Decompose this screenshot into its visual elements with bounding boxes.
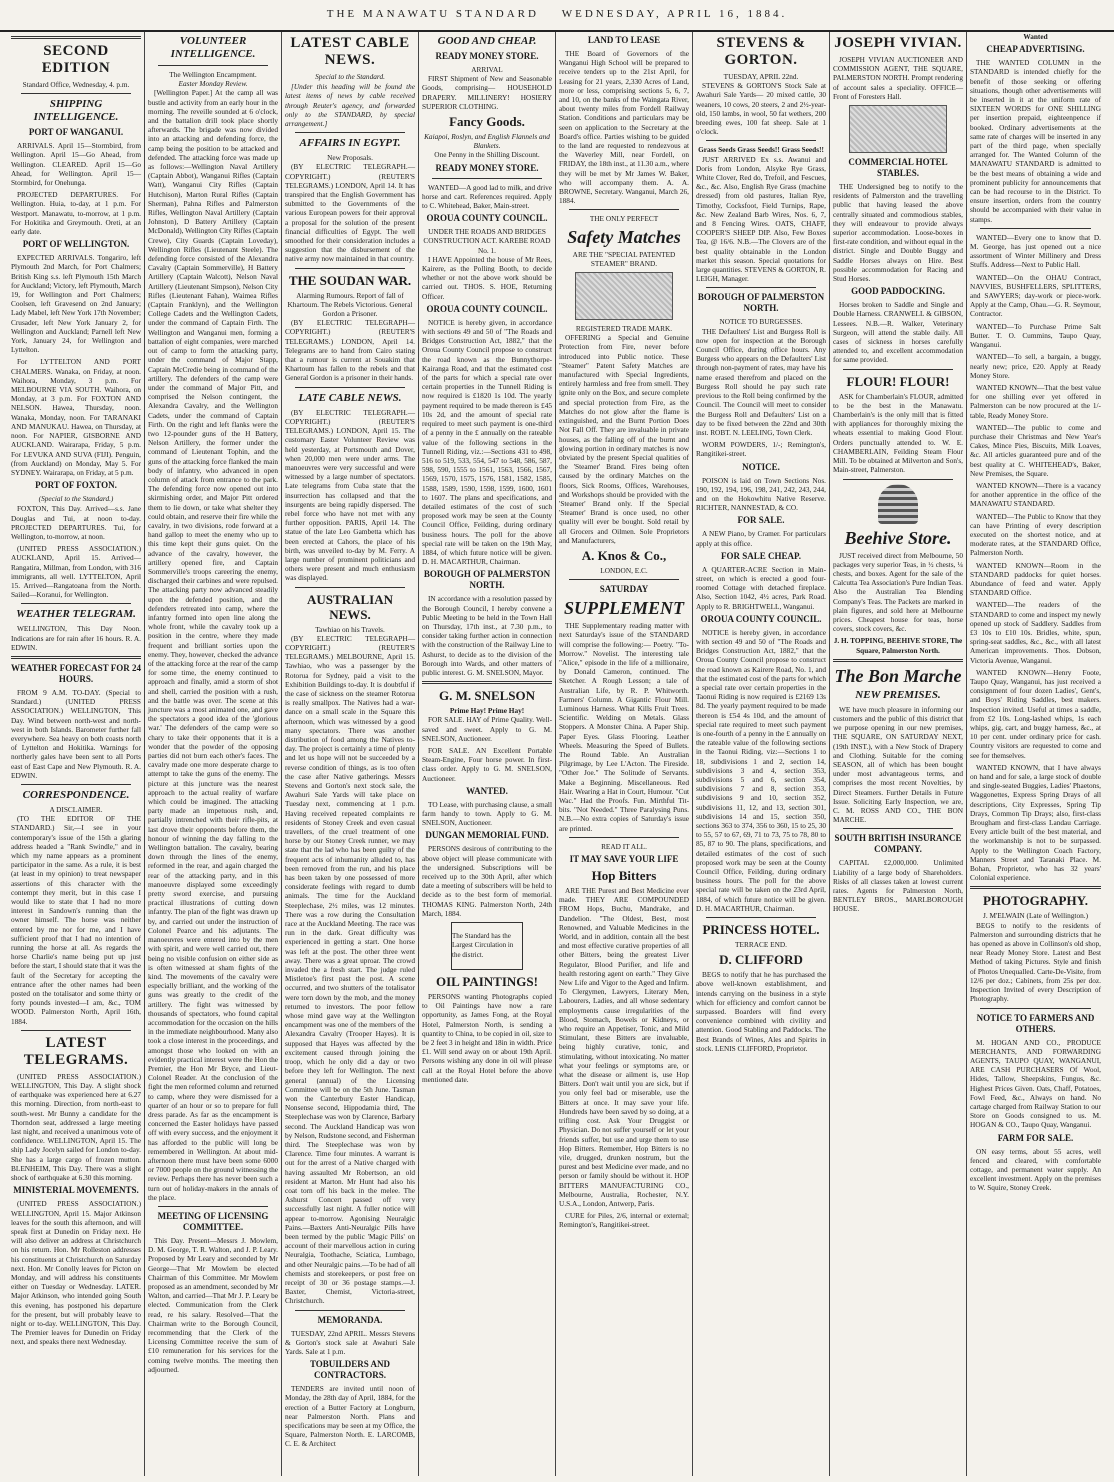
masthead <box>0 0 1114 32</box>
oroua2-text: NOTICE is hereby given, in accordance with sections 49 and 50 of "The Roads and Bridges Construction Act, 1882," that the Oroua County Council propose to construct the road known as the Bunnythorpe-Kairanga Road, and that the estimated cost of the parts for which a special rate over certain properties in the Tunnell Riding is now required is £1820 1s 10d. The yearly payment required to be made thereon is £45 10s 2d, and the amount of special rate required to meet such payment is one-third of a penny in the £ annually on the rateable value of the following sections in the Tunnell Riding, viz.:—Sections 431 to 498, 516 to 519, 533, 554, 547 to 548, 586, 587, 598, 590, 1555 to 1561, 1563, 1566, 1567, 1569, 1570, 1575, 1576, 1581, 1582, 1585, 1588, 1589, 1590, 1598, 1599, 1600, 1601 to 1607. The plans and specifications, and detailed estimates of the cost of such proposed work may be seen at the County Council Office, Feilding, during ordinary business hours. The poll for the above special rate will be taken on the 19th May, 1884, of which future notice will be given. D. H. MACARTHUR, Chairman. <box>422 317 552 567</box>
kaiapoi-line: Kaiapoi, Roslyn, and English Flannels and Blankets. <box>424 132 550 151</box>
worm-powders: WORM POWDERS, 1/-; Remington's, Rangitikei-street. <box>696 440 826 459</box>
piano-text: A NEW Piano, by Cramer. For particulars apply at this office. <box>696 529 826 548</box>
second-edition-heading: SECOND EDITION <box>41 43 111 76</box>
cheap-advertising-text: THE WANTED COLUMN in the STANDARD is intended chiefly for the benefit of those seeking or offering situations, though other advertisements will be inserted in it at the uniform rate of SIXTEEN WORDS for ONE SHILLING per insertion prepaid, eighteenpence if booked. Ordinary advertisements at the same rate of charges will be inserted in any part of the third page, when specially arranged for. The Wanted Column of the MANAWATU STANDARD is admitted to be the best means of obtaining a wide and prominent publicity for announcements that can be had recourse to in the District. To ensure insertion, orders from the country should be accompanied with their value in stamps. <box>970 58 1101 224</box>
clifford-heading: D. CLIFFORD <box>719 952 803 968</box>
farm-sale-text: ON easy terms, about 55 acres, well fenced and cleared, with comfortable cottage, and permanent water supply. An excellent investment. Apply on the premises to W. Squire, Stoney Creek. <box>970 1146 1101 1193</box>
steamer-ship-illustration <box>575 272 673 320</box>
stevens-gorton-heading: STEVENS & GORTON. <box>716 35 806 68</box>
poison-notice: POISON is laid on Town Sections Nos. 190, 192, 194, 196, 198, 241, 242, 243, 244, and on the Hokowhitu Native Reserve. RICHTER, NANNESTAD, & CO. <box>696 475 826 513</box>
for-sale-cheap-heading: FOR SALE CHEAP. <box>721 550 801 561</box>
disclaimer-text: (TO THE EDITOR OF THE STANDARD.) Sir,—I see in your contemporary's issue of the 15th a glaring address headed a "Rank Swindle," and in which my name appears as a prominent participator in the same. As a rule, it is best (at least in my opinion) to treat newspaper assertions of this character with the contempt they merit, but in this case I would like to state that I had no more interest in Sandown's running than the owner himself. The horse was neither entered by me nor for me, and I have sufficient proof that I had no intention of running the horse at all. As regards the horse Charlie's name being put up just before the start, I should state that it was the fault of the Secretary for accepting the entrance after the other names had been posted on the totalisator and some thirty or forty pounds invested—I am, &c., TOM WOOD. Palmerston North, April 16th, 1884. <box>11 814 141 1026</box>
saturday-heading: SATURDAY <box>599 584 649 595</box>
volunteer-heading: VOLUNTEER INTELLIGENCE. <box>170 35 256 60</box>
dungan-heading: DUNGAN MEMORIAL FUND. <box>425 830 549 841</box>
bpn-heading: BOROUGH OF PALMERSTON NORTH. <box>697 292 825 314</box>
south-british-heading: SOUTH BRITISH INSURANCE COMPANY. <box>834 833 962 855</box>
save-life-heading: IT MAY SAVE YOUR LIFE <box>569 854 679 865</box>
wanted-1: WANTED—Every one to know that D. M. George, has just opened out a nice assortment of Winter Millinery and Dress Stuffs. Address—Next to Public Hall. <box>970 232 1101 270</box>
occ-text: NOTICE is hereby given, in accordance with section 49 and 50 of "The Roads and Bridges Construction Act, 1882," that the Oroua County Council propose to construct the road known as Kairere Road, No. 1, and that the estimated cost of the parts for which a special rate over certain properties in the Taonui Riding is now required is £2169 13s 8d. The yearly payment required to be made thereon is £54 4s 10d, and the amount of special rate required to meet such payment is one-fourth of a penny in the £ annually on the rateable value of the following sections in the Taonui Riding, viz:—Sections 1 to 18, subdivisions 1 and 2, section 14, subdivisions 3 and 4, section 353, subdivisions 5 and 6, section 354, subdivisions 7 and 8, section 353, subdivisions 9 and 10, section 352, subdivisions 11, 12, and 13, section 301, subdivisions 14 and 15, section 350, sections 363 to 374, 356 to 360, 15 to 25, 30 to 55, 57 to 67, 69, 71 to 73, 75 to 78, 80 to 85, 87 to 90. The plans, specifications, and detailed estimates of the cost of such proposed work may be seen at the County Council Office, Feilding, during ordinary business hours. The poll for the above special rate will be taken on the 23rd April, 1884, of which future notice will be given. D. H. MACARTHUR, Chairman. <box>696 627 826 913</box>
beehive-text: JUST received direct from Melbourne, 50 packages very superior Teas, in ½ chests, ¼ chests, and boxes. Agent for the sale of the Calcutta Tea Association's Pure Indian Teas. Also the Australian Tea Blending Company's Teas. The Packets are marked in plain figures, and sold here at Melbourne prices. Cheapest house for teas, horse covers, stock covers, &c. <box>833 550 963 634</box>
special-line: (Special to the Standard.) <box>38 494 114 504</box>
commercial-hotel-heading: COMMERCIAL HOTEL STABLES. <box>848 157 948 179</box>
builders-text: TENDERS are invited until noon of Monday, the 28th day of April, 1884, for the erection of a Butter Factory at Longburn, near Palmerston North. Plans and specifications may be seen at my Office, the Square, Palmerston North. E. LARCOMB, C. E. & Architect <box>285 1384 415 1449</box>
hogan-text: M. HOGAN AND CO., PRODUCE MERCHANTS, AND FORWARDING AGENTS, TAUPO QUAY, WANGANUI, ARE CASH PURCHASERS Of Wool, Hides, Tallow, Sheepskins, Fungus, &c. Highest Prices Given. Oats, Chaff, Potatoes, Fowl Feed, &c., Always on hand. No cartage charged from Railway Station to our Store on Goods consigned to us. M. HOGAN & CO., Taupo Quay, Wanganui. <box>970 1037 1101 1130</box>
arrival-label: ARRIVAL <box>471 65 503 74</box>
oil-paintings-text: PERSONS wanting Photographs copied to Oil Paintings have now a rare opportunity, as James Fong, at the Royal Hotel, Palmerston North, is sending a quantity to China, to be copied in oil, size to be 2 feet 3 in height and 18in in width. Price £1. Will send away on or about 19th April. Persons wishing any done in oil will please call at the Royal Hotel before the above mentioned date. <box>422 992 552 1084</box>
column-2 <box>145 32 282 1476</box>
only-perfect: THE ONLY PERFECT <box>589 214 659 224</box>
farm-sale-heading: FARM FOR SALE. <box>997 1132 1074 1143</box>
port-wanganui: PORT OF WANGANUI. <box>28 127 124 138</box>
oroua2-heading: OROUA COUNTY COUNCIL. <box>426 303 548 314</box>
wanted-10: WANTED—The readers of the STANDARD to come and inspect my newly opened up stock of Saddlery. Saddles from £3 10s to £10 10s. Bridles, white, spun, spring-seat saddles, &c., &c., with all latest American improvements. Thos. Dobson, Victoria Avenue, Wanganui. <box>970 600 1101 665</box>
prime-hay-heading: Prime Hay! Prime Hay! <box>449 706 525 716</box>
shipping-heading: SHIPPING INTELLIGENCE. <box>33 98 119 124</box>
wanted-3: WANTED—To Purchase Prime Salt Butter. T. O. Cummins, Taupo Quay, Wanganui. <box>970 321 1101 350</box>
builders-heading: TOBUILDERS AND CONTRACTORS. <box>309 1359 391 1381</box>
topping-sign: J. H. TOPPING, BEEHIVE STORE, The Square, Palmerston North. <box>833 636 963 655</box>
ready-money-heading: READY MONEY STORE. <box>435 51 539 61</box>
safety-matches-heading: Safety Matches <box>567 226 681 247</box>
burgesses-text: THE Defaulters' List and Burgess Roll is now open for inspection at the Borough Council Office, during office hours. Any Burgess who appears on the Defaulters' List through non-payment of rates, may have his name erased therefrom and placed on the Burgess Roll should he pay such rate previous to the Roll being confirmed by the Council. The Council will meet to consider the Burgess Roll and Defaulters' List on a day to be fixed between the 22nd and 30th inst. ROBT. N. LEELING, Town Clerk. <box>696 326 826 437</box>
circulation-text: The Standard has the Largest Circulation in the district. <box>452 932 514 959</box>
supplement-heading: SUPPLEMENT <box>563 598 684 619</box>
weather-text: WELLINGTON, This Day Noon. Indications are for rain after 16 hours. R. A. EDWIN. <box>11 624 141 652</box>
late-cable-heading: LATE CABLE NEWS. <box>298 391 402 404</box>
latest-text: (UNITED PRESS ASSOCIATION.) WELLINGTON, This Day. A slight shock of earthquake was experienced here at 6.27 this morning. Direction, from north-east to south-west. Mr Bunny a candidate for the Thorndon seat, addressed a large meeting last night, and received a unanimous vote of confidence. WELLINGTON, April 15. The ship Lady Jocelyn sailed for London to-day. She has a large cargo of frozen mutton. BLENHEIM, This Day. There was a slight shock of earthquake at 6.30 this morning. <box>11 1071 141 1183</box>
licensing-heading: MEETING OF LICENSING COMMITTEE. <box>157 1210 269 1232</box>
beehive-icon <box>878 484 918 524</box>
column-6 <box>693 32 830 1476</box>
cheap-section-text: A QUARTER-ACRE Section in Main-street, on which is erected a good four-roomed Cottage with detached fireplace. Also, Section 1042, 4½ acres, Park Road. Apply to R. BRIGHTWELL, Wanganui. <box>696 564 826 611</box>
arrivals-text: ARRIVALS. April 15—Stormbird, from Wellington. April 15—Go Ahead, from Wellington. CLEARED. April 15—Go Ahead, for Wellington. April 15—Stormbird, for Onehunga. <box>11 141 141 188</box>
occ-heading: OROUA COUNTY COUNCIL. <box>700 613 822 624</box>
joseph-vivian-text: JOSEPH VIVIAN AUCTIONEER AND COMMISSION AGENT, THE SQUARE, PALMERSTON NORTH. Prompt rendering of account sales a speciality. OFFICE—Front of Foresters Hall. <box>833 55 963 101</box>
correspondence-heading: CORRESPONDENCE. <box>22 788 130 801</box>
supplement-text: THE Supplementary reading matter with next Saturday's issue of the STANDARD will comprise the following:— Poetry. "To-Morrow." Novelist. The interesting tale "Alice," episode in the life of a millionaire, by Donald Cameron, continued. The Sketcher. A Rough Lesson; a tale of Australian Life, by R. P. Whitworth. Farmers' Column. A Gigantic Flour Mill. Luminous Harness. What Kills Fruit Trees. Scientific. Welding on Metals. Glass Stoppers. A Monster China. A Paper Ship. Paper Eyes. Glass Flooring. Leather Wheels. Measuring the Speed of Bullets. The Round Table. An Australian Pilgrimage, by Lee L'Acton. The Fireside. "Other Joe." The Solitude of Servants. Make a Beginning. Miscellaneous. Red Hair. Wearing a Hat in Court, Humour. "Cut Wac." Had the Proofs. Fun. Mirthful Tit-bits. "Not Needed." Three Paralysing Puns. N.B.—No extra copies of Saturday's issue are printed. <box>559 621 689 833</box>
first-shipment-text: FIRST Shipment of New and Seasonable Goods, comprising— HOUSEHOLD DRAPERY. MILLINERY! HOSIERY SUPERIOR CLOTHING. <box>422 74 552 111</box>
foxton-text: FOXTON, This Day. Arrived—s.s. Jane Douglas and Tui, at noon to-day. PROJECTED DEPARTURES. Tui, for Wellington, to-morrow, at noon. <box>11 504 141 541</box>
steamer-brand: ARE THE "SPECIAL PATENTED STEAMER" BRAND. <box>572 249 676 268</box>
wanted2-text: TO Lease, with purchasing clause, a small farm handy to town. Apply to G. M. SNELSON, Auctioneer. <box>422 799 552 828</box>
knos-name: A. Knos & Co., <box>581 547 667 563</box>
masthead-date: WEDNESDAY, APRIL 16, 1884. <box>561 8 788 20</box>
just-arrived-text: JUST ARRIVED Ex s.s. Awanui and Doris from London, Alsyke Rye Grass, White Clover, Red do, Trefoil, and Fescues, &c., &c. Also, English Rye Grass (machine dressed) from old pastures, Italian Rye, Timothy, Cocksfoot, Field Turnips, Rape, &c. New Zealand Barb Wires, Nos. 6, 7, and 8 Fencing Wires. OATS, CHAFF, COOPER'S SHEEP DIP. Also, Few Boxes Tea, @ 16/6. N.B.—The Clovers are of the best quality obtainable in the London market this season. Special quotations for large quantities. STEVENS & GORTON, R. LEIGH, Manager. <box>696 154 826 284</box>
wanted-9: WANTED KNOWN—Room in the STANDARD paddocks for quiet horses. Abundance of feed and water. Apply STANDARD Office. <box>970 560 1101 598</box>
for-sale-heading: FOR SALE. <box>737 515 785 526</box>
licensing-text: This Day. Present—Messrs J. Mowlem, D. M. George, T. R. Walton, and J. P. Leary. Proposed by Mr Leary and seconded by Mr George—That Mr Mowlem be elected Chairman of this Committee. Mr Mowlem proposed as an amendment, seconded by Mr Walton, and carried—That Mr J. P. Leary be elected. Communication from the Clerk read, re his salary. Resolved—That the Chairman write to the Borough Council, recommending that the Clerk of the Licensing Committee receive the sum of £10 remuneration for his services for the coming twelve months. The meeting then adjourned. <box>148 1235 278 1374</box>
coach-illustration <box>849 105 947 153</box>
land-lease-text: THE Board of Governors of the Wanganui High School will be prepared to receive tenders up to the 21st April, for Leasing for 21 years, 2,330 Acres of Land, more or less, comprising sections 5, 6, 7, and 10, on the banks of the Waingata River, about twenty miles from Fordell Railway Station. Conditions and particulars may be seen on application to the Secretary at the Board's office. Parties wishing to be guided to the land are requested to rendezvous at the Waverley Mill, near Fordell, on FRIDAY, the 18th inst., at 11.30 a.m., where they will be met by Mr James W. Baker, who will accompany them. A. A. BROWNE, Secretary. Wanganui, March 26, 1884. <box>559 49 689 206</box>
oroua-text: I HAVE Appointed the house of Mr Rees, Kairere, as the Polling Booth, to decide whether or not the above work should be carried out. THOS. S. HOE, Returning Officer. <box>422 254 552 301</box>
grass-seeds-heading: Grass Seeds Grass Seeds!! Grass Seeds!! <box>698 145 824 155</box>
egypt-sub: New Proposals. <box>327 153 373 163</box>
forecast-heading: WEATHER FORECAST FOR 24 HOURS. <box>11 662 141 684</box>
port-wellington: PORT OF WELLINGTON. <box>22 239 130 250</box>
trade-mark: REGISTERED TRADE MARK. <box>575 324 673 334</box>
projected-text: PROJECTED DEPARTURES. For Wellington. Huia, to-day, at 1 p.m. For Westport. Manawatu, to-morrow, at 1 p.m. For Hokitika and Greymouth. Oreti, at an early date. <box>11 190 141 237</box>
wanted2-heading: WANTED. <box>466 785 508 796</box>
column-4 <box>419 32 556 1476</box>
wanted-11: WANTED KNOWN—Henry Foote, Taupo Quay, Wanganui, has just received a consignment of four dozen Ladies', Gent's, and Boys' Riding Saddles, best makers. Inspection invited. Useful at times a saddle, from £2 10s. Long-lashed whips, 1s each whips, gig, cart, and buggy harness, &c., at 10 per cent. under ordinary price for cash. Country visitors are requested to come and see for themselves. <box>970 667 1101 760</box>
terrace-end: TERRACE END. <box>735 940 787 950</box>
photography-sub: J. M'ELWAIN (Late of Wellington.) <box>982 911 1089 921</box>
ministerial-heading: MINISTERIAL MOVEMENTS. <box>13 1185 139 1196</box>
oroua-heading: OROUA COUNTY COUNCIL. <box>426 213 548 224</box>
wanted-5: WANTED KNOWN—That the best value for one shilling ever yet offered in Palmerston can be now procured at the 1/- table, Ready Money Store. <box>970 382 1101 420</box>
commercial-hotel-text: THE Undersigned beg to notify to the residents of Palmerston and the travelling public that having leased the above centrally situated and commodious stables, they will endeavour to provide always superior accommodation. Loose-boxes in first-rate condition, and without equal in the district. Single and Double Buggy and Saddle Horses always on Hire. Best possible accommodation for Racing and Stud Horses. <box>833 182 963 284</box>
memoranda-heading: MEMORANDA. <box>317 1314 383 1325</box>
new-premises-heading: NEW PREMISES. <box>855 688 941 701</box>
column-8 <box>967 32 1104 1476</box>
australian-heading: AUSTRALIAN NEWS. <box>307 591 393 622</box>
united-text: (UNITED PRESS ASSOCIATION.) AUCKLAND, April 15. Arrived—Rangatira, Millman, from London, with 316 immigrants, all well. LYTTELTON, April 15. Arrived—Rangatoana from the North. Sailed—Koranui, for Wellington. <box>11 544 141 600</box>
bon-marche-heading: The Bon Marche <box>834 665 962 686</box>
paddocking-text: Horses broken to Saddle and Single and Double Harness. CRANWELL & GIBSON, Lessees. N.B.—R. Walker, Veterinary Surgeon, will attend the stable daily. All cases of sickness in horses carefully attended to, and excellent accommodation for same provided. <box>833 300 963 365</box>
wanted-heading: Wanted <box>1023 32 1048 41</box>
borough-heading: BOROUGH OF PALMERSTON NORTH. <box>423 569 551 591</box>
photography-text: BEGS to notify to the residents of Palmerston and surrounding districts that he has opened as above in Collinson's old shop, near Ready Money Store. Latest and Best Method of taking Pictures. Style and finish of Photos Unequalled. Carte-De-Visite, from 12/6 per doz.; Cabinets, from 25s per doz. Inspection Invited of every Description of Photography. <box>970 920 1101 1004</box>
stevens-gorton-text: STEVENS & GORTON'S Stock Sale at Awahuri Sale Yards— 20 mixed cattle, 30 weaners, 10 cows, 20 steers, 2 and 2½-year-old, 150 lambs, in wool, 50 fat wethers, 200 breeding ewes, 100 fat sheep. Sale at 1 o'clock. <box>696 81 826 137</box>
office-line: Standard Office, Wednesday, 4. p.m. <box>22 80 130 89</box>
knos-london: LONDON, E.C. <box>600 565 648 575</box>
snelson-heading: G. M. SNELSON <box>438 688 536 704</box>
notice-heading: NOTICE. <box>742 461 780 472</box>
dungan-text: PERSONS desirous of contributing to the above object will please communicate with the undersigned. Subscriptions will be received up to the 30th April, after which date a meeting of subscribers will be held to decide as to the best form of memorial. THOMAS KING. Palmerston North, 24th March, 1884. <box>422 844 552 918</box>
princess-hotel-heading: PRINCESS HOTEL. <box>702 922 820 938</box>
wanted-12: WANTED KNOWN, that I have always on hand and for sale, a large stock of double and single-seated Buggies, Ladies' Phaetons, Waggonettes, Express Spring Drays of all descriptions, City Expresses, Spring Tip Drays, Common Tip Drays; also, first-class Brougham and first-class Landau Carriage. Every article built of the best material, and the workmanship is not to be surpassed. Apply to the Wellington Coach Factory, Manners Street and Taranaki Place. M. Bohan, Proprietor, who has 32 years' Colonial experience. <box>970 762 1101 883</box>
soudan-heading: THE SOUDAN WAR. <box>288 272 412 288</box>
farmers-notice-heading: NOTICE TO FARMERS AND OTHERS. <box>976 1012 1095 1034</box>
circulation-stamp <box>451 922 523 970</box>
encampment-heading: The Wellington Encampment. <box>169 70 257 79</box>
column-5 <box>556 32 693 1476</box>
special-standard: Special to the Standard. <box>315 72 385 81</box>
cheap-advertising-heading: CHEAP ADVERTISING. <box>986 44 1085 55</box>
latest-cable-heading: LATEST CABLE NEWS. <box>290 35 410 68</box>
late-cable-text: (BY ELECTRIC TELEGRAPH.—COPYRIGHT.) (REUTER'S TELEGRAMS.) LONDON, April 15. The customary Easter Volunteer Review was held yesterday, at Portsmouth and Dover, when 20,000 men were under arms. The manoeuvres were very successful and were witnessed by a large number of spectators. Late telegrams from Cuba state that the insurrection has collapsed and that the insurgents are being rapidly dispersed. The rebel force who have not met with any further opposition. PARIS, April 14. The statue of the late Leo Gambetta which has been erected at Cahors, the place of his birth, was unveiled to-day by M. Ferry. A large number of prominent politicians and others were present and much enthusiasm was displayed. <box>285 407 415 583</box>
bon-marche-text: WE have much pleasure in informing our customers and the public of this district that we purpose opening in our new premises, THE SQUARE, ON SATURDAY NEXT, (19th INST.), with a New Stock of Drapery and Clothing. Suitable for the coming SEASON, all of which has been bought under most advantageous terms, and comprises the most recent Novelties, by Direct Steamers. Further Details in Future Issue. Soliciting Early Inspection, we are, C. M. ROSS AND CO., THE BON MARCHE. <box>833 704 963 825</box>
egypt-text: (BY ELECTRIC TELEGRAPH.—COPYRIGHT.) (REUTER'S TELEGRAMS.) LONDON, April 14. It has transpired that the English Government has submitted to the Governments of the various European powers for their approval a proposal for the solution of the present financial difficulties of Egypt. The well smoothed for their consideration includes a suggestion that the disbursement of the native army now maintained in that country. <box>285 162 415 264</box>
masthead-title: THE MANAWATU STANDARD <box>326 8 539 20</box>
departures-text: For LYTTELTON AND PORT CHALMERS. Wanaka, on Friday, at noon. Waihora, Monday, 3 p.m. For MELBOURNE VIA SOUTH. Waihora, on Monday, at 3 p.m. For FOXTON AND NELSON. Hawea, Thursday, noon. Wanaka, Monday, noon. For TARANAKI AND MANUKAU. Hawea, on Thursday, at noon. For NAPIER, GISBORNE AND AUCKLAND. Wairarapa, Friday, 5 p.m. For LEVUKA AND SUVA (FIJI). Penguin, (from Auckland) on Monday, May 5. For SYDNEY. Wairarapa, on Friday, at 5 p.m. <box>11 357 141 477</box>
wanted-6: WANTED—The public to come and purchase their Christmas and New Year's Cakes, Mince Pies, Biscuits, Milk Loaves, &c. All articles guaranteed pure and of the best quality at C. WHITEHEAD's, Baker, New Premises, the Square. <box>970 422 1101 478</box>
latest-telegrams-heading: LATEST TELEGRAMS. <box>23 1034 129 1068</box>
column-3 <box>282 32 419 1476</box>
paddocking-heading: GOOD PADDOCKING. <box>851 286 945 297</box>
borough-text: IN accordance with a resolution passed by the Borough Council, I hereby convene a Public Meeting to be held in the Town Hall on Thursday, 17th inst., at 7.30 p.m., to consider taking further action in connection with the construction of the Railway Line to Ashurst, to decide as to the division of the Borough into Wards, and other matters of public interest. G. M. SNELSON, Mayor. <box>422 594 552 677</box>
cable-note: [Under this heading will be found the latest items of news by cable received through Reuter's agency, and forwarded only to the STANDARD, by special arrangement.] <box>285 82 415 129</box>
wanted-4: WANTED—To sell, a bargain, a buggy, nearly new; price, £20. Apply at Ready Money Store. <box>970 352 1101 380</box>
beehive-store-heading: Beehive Store. <box>844 527 952 548</box>
clifford-text: BEGS to notify that he has purchased the above well-known establishment, and intends carrying on the business in a style which for efficiency and comfort cannot be surpassed. Boarders will find every convenience combined with civility and attention. Good Stabling and Paddocks. The Best Brands of Wines, Ales and Spirits in stock. LENIS CLIFFORD, Proprietor. <box>696 970 826 1053</box>
land-lease-heading: LAND TO LEASE <box>587 35 661 45</box>
soudan-sub: Alarming Rumours. Report of fall of Khartoum. The Rebels Victorious. General Gordon a Prisoner. <box>287 290 413 319</box>
cure-text: CURE for Piles, 2/6, internal or external; Remington's, Rangitikei-street. <box>559 1211 689 1230</box>
flour-heading: FLOUR! FLOUR! <box>846 373 950 389</box>
oroua-sub: UNDER THE ROADS AND BRIDGES CONSTRUCTION ACT. KAREBE ROAD No. 1. <box>423 227 551 255</box>
egypt-heading: AFFAIRS IN EGYPT. <box>299 137 401 150</box>
hay-text: FOR SALE. HAY of Prime Quality. Well-saved and sweet. Apply to G. M. SNELSON, Auctioneer. <box>422 715 552 743</box>
joseph-vivian-heading: JOSEPH VIVIAN. <box>834 35 962 51</box>
australian-sub: Tawhiao on his Travels. <box>315 624 385 634</box>
columns <box>8 32 1106 1476</box>
forecast-text: FROM 9 A.M. TO-DAY. (Special to Standard.) (UNITED PRESS ASSOCIATION.) WELLINGTON, This Day. Wind between north-west and north-west in both Islands. Barometer further fall everywhere. Sea heavy on both coasts north of Lyttelton and Hokitika. Warnings for northerly gales have been sent to all Ports east of East Cape and New Plymouth. R. A. EDWIN. <box>11 687 141 780</box>
burgesses-heading: NOTICE TO BURGESSES. <box>719 317 803 327</box>
ready-money-footer: READY MONEY STORE. <box>435 162 539 173</box>
australian-text: (BY ELECTRIC TELEGRAPH—COPYRIGHT.) (REUTER'S TELEGRAMS.) MELBOURNE, April 15. Tawhiao, who was a passenger by the Rotorua for Sydney, paid a visit to the Exhibition Buildings to-day. It is doubtful if the case of sickness on the steamer Rotorua is really smallpox. The Natives had a war-dance on a small scale in the Square this afternoon, which was witnessed by a good many spectators. There was another distribution of food among the Natives to-day. The project is certainly a time of plenty and let us hope will not be succeeded by a reverse condition of things, as is too often the case after Native gatherings. Messrs Stevens and Gorton's next stock sale, the Awahuri Sale Yards will take place on Tuesday next, commencing at 1 p.m. Having received repeated complaints re residents of Stoney Creek and even casual travellers, of the cruel treatment of one horse by our Stoney Creek runner, we may state that the lad who has been guilty of the frequent acts of inhumanity alluded to, has been removed from the run, and his place has been taken by one possessed of more considerate feelings with regard to dumb animals. The time for the Auckland Steeplechase, 2½ miles, was 12 minutes. There was a row during the Consultation race at the Auckland Meeting. The race was run in the dark. Great difficulty was experienced in getting a start. One horse was left at the post. The other three went away. There was a great uproar. The crowd invaded the a fresh start. The judge ruled Mistletoe's first past the post. A scene occurred, and two shutters of the totalisator were torn down by the mob, and the money returned to investors. The poor fellow whose mind gave way at the Wellington encampment was one of the members of the Alexandra Cavalry (Trooper Hayes). It is supposed that Hayes was affected by the excitement caused through joining the troop, which he only did a day or two before they left for Wellington. The next general (annual) of the Licensing Committee will be on the 5th June. Tasman won the Canterbury Easter Handicap, Nonsense second, Hippodamia third, The Steeplechase was won by Clarence, Barbary second. The Auckland Handicap was won by Nelson, Rudstone second, and Fisherman third. The Steeplechase was won by Clarence. Time four minutes. A warrant is out for the arrest of a Native charged with having assaulted Mr Robertson, an old resident at Marton. Mr Hunt had also his coat torn off his back in the melee. The Ashurst Concert passed off very successfully last night. A fuller notice will appear to-morrow. Agonising Neuralgic Pains.—Baxters Anti-Neuralgic Pills have been termed by the public 'Magic Pills' on account of their marvellous action in curing Neuralgia, Toothache, Sciatica, Lumbago, and other Neuralgic pains.—To be had of all chemists and storekeepers, or post free on receipt of 30 or 36 postage stamps.—J. Baxter, Chemist, Victoria-street, Christchurch. <box>285 633 415 1306</box>
engine-text: FOR SALE. AN Excellent Portable Steam-Engine, Four horse power. In first-class order. Apply to G. M. SNELSON, Auctioneer. <box>422 745 552 783</box>
south-british-text: CAPITAL £2,000,000. Unlimited Liability of a large body of Shareholders. Risks of all classes taken at lowest current rates. Agents for Palmerston North, BENTLEY BROS., MARLBOROUGH HOUSE. <box>833 858 963 914</box>
memoranda-text: TUESDAY, 22nd APRIL. Messrs Stevens & Gorton's stock sale at Awahuri Sale Yards. Sale at 1 p.m. <box>285 1328 415 1356</box>
column-7 <box>830 32 967 1476</box>
oil-paintings-heading: OIL PAINTINGS! <box>436 974 538 990</box>
expected-text: EXPECTED ARRIVALS. Tongariro, left Plymouth 2nd March, for Port Chalmers; British King s.s. left Plymouth 15th March for Auckland; Victory, left Plymouth, March 19, for Wellington and Port Chalmers; Coolsen, left Gravesend on 2nd January; Lady Mabel, left New York 17th November; Crusader, left New York January 2, for Wellington and Auckland; Parnell left New York, January 24, for Wellington and Lyttelton. <box>11 253 141 355</box>
discount-line: One Penny in the Shilling Discount. <box>434 150 540 160</box>
ministerial-text: (UNITED PRESS ASSOCIATION.) WELLINGTON, April 15. Major Atkinson leaves for the south this afternoon, and will speak first at Dunedin on Friday next. He will also deliver an address at Christchurch on his return. Hon. Mr Rolleston addresses his constituents at Christchurch on Saturday next. Hon. Mr Conolly leaves for Picton on Monday, and will address his constituents either on Tuesday or Wednesday. LATER. Major Atkinson, who intended going South this evening, has postponed his departure for the present, but will probably leave to night or to-day. WELLINGTON, This Day. The Premier leaves for Dunedin on Friday next, and speaks there next Wednesday. <box>11 1199 141 1347</box>
hop-bitters-heading: Hop Bitters <box>591 868 657 884</box>
wanted-7: WANTED KNOWN—There is a vacancy for another apprentice in the office of the MANAWATU STANDARD. <box>970 480 1101 509</box>
hop-bitters-text: ARE THE Purest and Best Medicine ever made. THEY ARE COMPOUNDED FROM Hops, Buchu, Mandrake, and Dandelion. "The Oldest, Best, most Renowned, and Valuable Medicines in the World, and in addition, contain all the best and most effective curative properties of all other Bitters, being the greatest Liver Regulator, Blood Purifier, and life and health restoring agent on earth." They Give New Life and Vigor to the Aged and Infirm. To Clergymen, Lawyers, Literary Men, Labourers, Ladies, and all whose sedentary employments cause irregularities of the Blood, Stomach, Bowels or Kidneys, or who require an Appetiser, Tonic, and Mild Stimulant, these Bitters are invaluable, being highly curative, tonic, and stimulating, without intoxicating. No matter what your feelings or symptoms are, or what the disease or ailment is, use Hop Bitters. Don't wait until you are sick, but if you only feel bad or miserable, use the Bitters at once. It may save your life. Hundreds have been saved by so doing, at a trifling cost. Ask Your Druggist or Physician. Do not suffer yourself or let your friends suffer, but use and urge them to use Hop Bitters. Remember, Hop Bitters is no vile, drugged, drunken nostrum, but the purest and best Medicine ever made, and no person or family should be without it. HOP BITTERS MANUFACTURING CO., Melbourne, Australia, Rochester, N.Y. U.S.A., London, Antwerp, Paris. <box>559 886 689 1208</box>
weather-heading: WEATHER TELEGRAM. <box>16 608 136 621</box>
soudan-text: (BY ELECTRIC TELEGRAPH—COPYRIGHT.) (REUTER'S TELEGRAMS.) LONDON, April 14. Telegrams are to hand from Cairo stating that a rumour is current at Souakim that Khartoum has fallen to the rebels and that General Gordon is a prisoner in their hands. <box>285 318 415 383</box>
wanted-lad: WANTED—A good lad to milk, and drive horse and cart. References required. Apply to C. Whitehead, Baker, Main-street. <box>422 182 552 211</box>
photography-heading: PHOTOGRAPHY. <box>982 893 1089 909</box>
read-it-all: READ IT ALL. <box>601 841 647 851</box>
wanted-2: WANTED—On the OHAU Contract, NAVVIES, BUSHFELLERS, SPLITTERS, and SAWYERS; day-work or piece-work. Apply at the Camp, Ohau.—G. R. Seymour, Contractor. <box>970 272 1101 319</box>
wanted-8: WANTED—The Public to Know that they can have Printing of every description executed on the shortest notice, and at moderate rates, at the STANDARD Office, Palmerston North. <box>970 511 1101 558</box>
matches-text: OFFERING a Special and Genuine Protection from Fire, never before introduced into Public notice. These "Steamer" Patent Safety Matches are manufactured with Special Ingredients, entirely harmless and free from smell. They ignite only on the Box, and secure complete and special protection from Fire, as the Matches do not glow after the flame is extinguished, and the Burnt Portion Does Not Fall Off. They are invaluable in private houses, as the falling off of the burnt and glowing portion in ordinary matches is now obviated by the present Special qualities of the 'Steamer' Brand. Fires being often caused by the ordinary Matches on the floors, Sick Rooms, Offices, Warehouses, and Workshops should be provided with the 'Steamer' Brand only. If the Special 'Steamer' Brand is once used, no other quality will ever be bought. Sold retail by all Grocers and Oilmen. Sole Proprietors and Manufacturers, <box>559 333 689 545</box>
port-foxton: PORT OF FOXTON. <box>35 480 117 491</box>
column-1 <box>8 32 145 1476</box>
disclaimer-heading: A DISCLAIMER. <box>49 804 103 814</box>
review-subheading: Easter Monday Review. <box>178 79 248 89</box>
tuesday-date: TUESDAY, APRIL 22nd. <box>723 72 799 81</box>
encampment-text: [Wellington Paper.] At the camp all was bustle and activity from an early hour in the morning. The reveille sounded at 6 o'clock, and the battalion drill took place shortly afterwards. The brigade was now divided into an attacking and defending force, the camp being the position to be attacked and defended. The attacking force was made up as follows:—Wellington Naval Artillery (Captain Abbot), Wanganui Rifles (Captain Watt), Wanganui City Rifles (Captain Hutchison), Marton Rural Rifles (Captain Sherman), Pahna Rifles and Palmerston Rifles, Wellington Naval Artillery (Captain Johnston), D Battery Artillery (Captain McDonald), Wellington City Rifles (Captain Crewe), City Guards (Captain Loveday), Wellington Rifles (Lieutenant Steele). The defending force consisted of the Alexandra Cavalry (Captain Sommerville), H Battery Artillery (Captain Walcott), Nelson Naval Artillery (Lieutenant Simpson), Nelson City Rifles (Lieutenant Fahan), Waimea Rifles (Captain Franklyn), and the Wellington College Cadets and the Wellington Cadets, under the command of Captain Firth. The Wellington and Wanganui men, forming a battalion of eight companies, were marched out of camp to form the attacking party, under the command of Major Stapp, Captain McCredie being in command of the artillery. The defenders of the camp were under the command of Major Pitt, and comprised the Nelson contingent, the Alexandra Cavalry, and the Wellington Cadets, under the command of Captain Firth. On the right and left flanks were the two 12-pounder guns of the H Battery, Nelson Artillery, the former under the command of Lieutenant Tophin, and the guns of the attacking force flanked the main body of infantry, who advanced in open column of attack from entrance to the park. The defending force now opened out into skirmishing order, and Major Pitt ordered them to lie down, or take what shelter they could obtain, and reserve their fire while the cavalry, in two divisions, rode forward at a hand gallop to meet the enemy who up to this time kept their guns quiet. On the advance of the cavalry, however, the artillery opened fire, and Captain Sommerville's troops careering the enemy, discharged their carbines and were repulsed. The attacking party now advanced steadily upon the defended position, and the defenders retreated into camp, where the infantry formed into open line along the whole front, while the cavalry took up a position in the centre, where they made frequent and brilliant sorties upon the enemy. They, however, checked the advance of the attacking force at the rear of the camp for some time, the enemy continued to approach and finally, amid a storm of shot and shell, carried the position with a rush, and the battle was over. The scene at this juncture was a most animated one, and gave the spectators a good idea of the 'glorious war.' The defenders of the camp were so chary to take their opponents that it is a wonder that the powder of the opposing parties did not burn each other's faces. The cavalry made one more desperate charge to attempt to take the guns of the enemy. The picture at this juncture was the nearest approach to the actual reality of warfare which could be imagined. The attacking party made an impetuous rush, and, partially intrenched with their rifle-pits, at last drove their opponents before them, the honour of winning the day falling to the Wellington battalion. The cavalry, bearing down through the lines of the enemy, reformed in the rear, and again charged the rear of the attacking party, and in this manoeuvre displayed some exceedingly pretty sword exercise, and pursuing practical illustrations of cutting down infantry. The plan of the fight was drawn up by, and carried out under the instruction of Colonel Pearce and his adjutants. The manoeuvres were entered into by the men with spirit, and were well carried out, there being no visible confusion on either side as is often witnessed at sham fights of the kind. The movements of the cavalry were especially brilliant, and the working of the guns was greatly to the credit of the artillery. The fight was witnessed by thousands of spectators, who found capital accommodation for the occasion on the hills in the immediate neighbourhood. Many also took a close interest in the proceedings, and amongst those who looked on with an evidently practical interest were the Hon the Premier, the Hon Mr Bryce, and Lieut-Colonel Reader. At the conclusion of the fight the men reformed column and returned to camp, where they were dismissed for a quarter of an hour or so to prepare for full dress parade. As far as the encampment is concerned the Easter holidays have passed off with every success, and the enjoyment it has afforded to the public will long be remembered in Wellington. At about mid-afternoon there must have been some 6000 or 7000 people on the ground witnessing the review. Perhaps there has never been such a turn out of holiday-makers in the annals of the place. <box>148 88 278 1202</box>
flour-text: ASK for Chamberlain's FLOUR, admitted to be the best in the Manawatu. Chamberlain's is the only mill that is fitted with appliances for thoroughly mixing the wheats essential to making Good Flour. Orders punctually attended to. W. E. CHAMBERLAIN, Feilding Steam Flour Mill. To be obtained at Milverton and Son's, Main-street, Palmerston. <box>833 391 963 475</box>
fancy-goods: Fancy Goods. <box>449 114 525 130</box>
good-cheap-heading: GOOD AND CHEAP. <box>437 35 537 47</box>
